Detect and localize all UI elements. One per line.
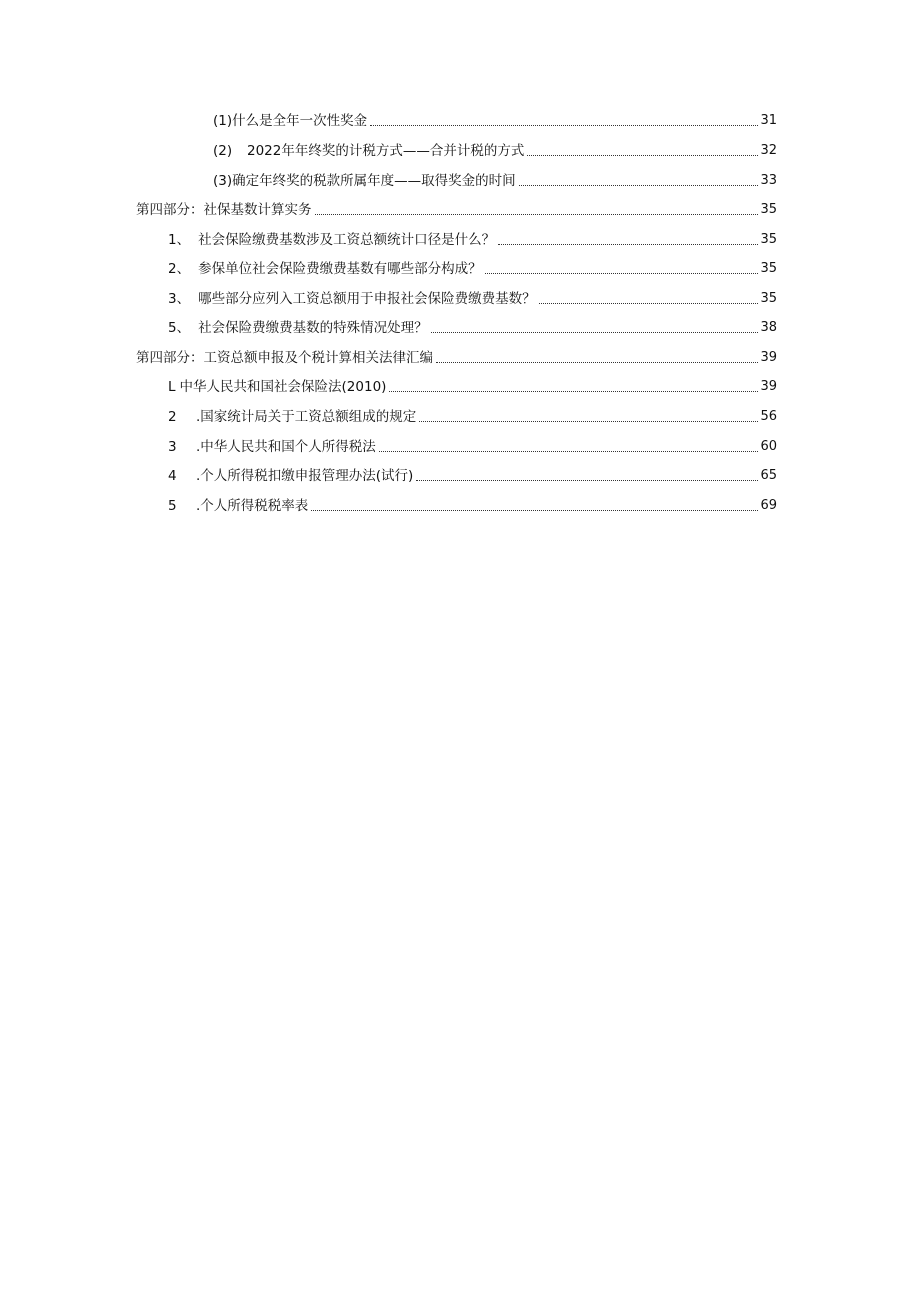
toc-entry-number: 5: [168, 498, 177, 514]
toc-entry-title: .个人所得税税率表: [196, 498, 309, 514]
toc-entry-title: .个人所得税扣缴申报管理办法(试行): [196, 468, 414, 484]
toc-dot-leader: [485, 272, 759, 274]
toc-entry[interactable]: [168, 463, 777, 485]
toc-entry[interactable]: [168, 404, 777, 426]
toc-entry-page: 35: [760, 202, 777, 217]
toc-entry[interactable]: [213, 108, 777, 130]
toc-dot-leader: [379, 450, 759, 452]
toc-entry[interactable]: [213, 138, 777, 160]
toc-entry[interactable]: [168, 256, 777, 278]
toc-entry-page: 38: [760, 320, 777, 335]
toc-entry[interactable]: [168, 493, 777, 515]
toc-entry-number: 5、: [168, 320, 191, 336]
toc-dot-leader: [311, 509, 758, 511]
toc-entry-page: 56: [760, 409, 777, 424]
toc-entry-number: 3: [168, 439, 177, 455]
toc-dot-leader: [539, 302, 759, 304]
toc-entry-title: 社会保险费缴费基数的特殊情况处理？: [198, 320, 428, 336]
toc-entry-number: 3、: [168, 291, 191, 307]
toc-dot-leader: [315, 213, 759, 215]
toc-dot-leader: [431, 331, 759, 333]
toc-entry-page: 32: [760, 143, 777, 158]
toc-entry-number: (3): [213, 173, 233, 189]
toc-entry-number: 2、: [168, 261, 191, 277]
toc-entry-page: 39: [760, 350, 777, 365]
toc-entry[interactable]: [168, 315, 777, 337]
toc-entry-title: 确定年终奖的税款所属年度——取得奖金的时间: [232, 173, 516, 189]
toc-entry-title: 什么是全年一次性奖金: [232, 113, 368, 129]
toc-entry-number: L: [168, 379, 176, 395]
toc-entry-page: 35: [760, 261, 777, 276]
toc-entry-title: 中华人民共和国社会保险法(2010): [179, 379, 387, 395]
toc-entry-page: 31: [760, 113, 777, 128]
toc-entry-page: 33: [760, 173, 777, 188]
toc-entry-title: .国家统计局关于工资总额组成的规定: [196, 409, 417, 425]
toc-entry-number: (2): [213, 143, 233, 159]
toc-dot-leader: [498, 243, 758, 245]
toc-entry-page: 35: [760, 232, 777, 247]
toc-entry-page: 35: [760, 291, 777, 306]
toc-dot-leader: [527, 154, 758, 156]
toc-entry-title: 参保单位社会保险费缴费基数有哪些部分构成？: [198, 261, 482, 277]
toc-dot-leader: [436, 361, 758, 363]
toc-dot-leader: [389, 390, 758, 392]
toc-entry-number: 4: [168, 468, 177, 484]
toc-entry-number: (1): [213, 113, 233, 129]
toc-section-entry[interactable]: [136, 345, 777, 367]
toc-entry[interactable]: [168, 434, 777, 456]
toc-dot-leader: [416, 479, 758, 481]
toc-entry-page: 60: [760, 439, 777, 454]
toc-dot-leader: [419, 420, 758, 422]
toc-entry[interactable]: [213, 168, 777, 190]
toc-entry-page: 69: [760, 498, 777, 513]
toc-section-title: 第四部分：工资总额申报及个税计算相关法律汇编: [136, 350, 433, 366]
toc-entry-page: 39: [760, 379, 777, 394]
toc-entry-page: 65: [760, 468, 777, 483]
toc-entry[interactable]: [168, 374, 777, 396]
toc-entry-title: 社会保险缴费基数涉及工资总额统计口径是什么？: [198, 232, 496, 248]
toc-entry[interactable]: [168, 227, 777, 249]
toc-entry-title: 2022年年终奖的计税方式——合并计税的方式: [247, 143, 525, 159]
toc-dot-leader: [519, 184, 759, 186]
toc-dot-leader: [370, 124, 758, 126]
toc-entry-title: 哪些部分应列入工资总额用于申报社会保险费缴费基数？: [198, 291, 536, 307]
toc-entry-number: 2: [168, 409, 177, 425]
toc-entry-number: 1、: [168, 232, 191, 248]
toc-entry[interactable]: [168, 286, 777, 308]
toc-section-title: 第四部分：社保基数计算实务: [136, 202, 312, 218]
toc-entry-title: .中华人民共和国个人所得税法: [196, 439, 376, 455]
toc-section-entry[interactable]: [136, 197, 777, 219]
